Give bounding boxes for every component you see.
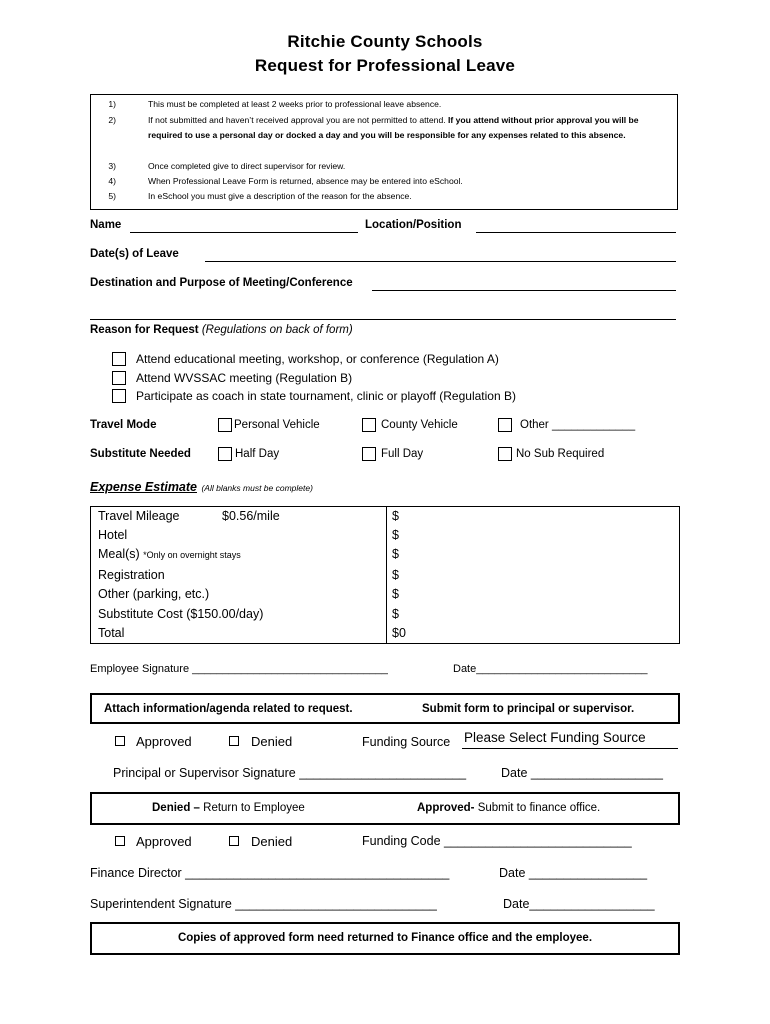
principal-denied-label: Denied [251, 734, 293, 749]
expense-row-mileage: Travel Mileage [98, 509, 180, 523]
finance-denied-checkbox[interactable] [229, 836, 239, 846]
funding-source-value: Please Select Funding Source [464, 730, 646, 745]
expense-table-divider [386, 506, 387, 644]
amount-mileage[interactable]: $ [392, 509, 399, 523]
expense-heading: Expense Estimate (All blanks must be complete) [90, 480, 313, 494]
expense-row-hotel: Hotel [98, 528, 128, 542]
expense-row-other: Other (parking, etc.) [98, 587, 210, 601]
amount-hotel[interactable]: $ [392, 528, 399, 542]
reason-checkbox-b[interactable] [112, 371, 126, 385]
amount-registration[interactable]: $ [392, 568, 399, 582]
sub-none-checkbox[interactable] [498, 447, 512, 461]
dates-label: Date(s) of Leave [90, 248, 179, 260]
finance-director-label[interactable]: Finance Director ______________________________________ [90, 866, 450, 880]
sub-half-checkbox[interactable] [218, 447, 232, 461]
finance-director-date[interactable]: Date _________________ [499, 866, 648, 880]
reason-checkbox-c[interactable] [112, 389, 126, 403]
expense-row-registration: Registration [98, 568, 165, 582]
expense-row-total: Total [98, 626, 125, 640]
expense-row-meals: Meal(s) *Only on overnight stays [98, 547, 241, 561]
substitute-label: Substitute Needed [90, 448, 191, 460]
principal-approved-checkbox[interactable] [115, 736, 125, 746]
funding-source-underline [462, 748, 678, 749]
approved-routing-text: Approved- Submit to finance office. [417, 802, 601, 814]
principal-approved-label: Approved [136, 734, 192, 749]
travel-other-label: Other _____________ [520, 419, 636, 431]
submit-to-principal-text: Submit form to principal or supervisor. [422, 703, 635, 715]
expense-row-substitute: Substitute Cost ($150.00/day) [98, 607, 264, 621]
travel-personal-checkbox[interactable] [218, 418, 232, 432]
superintendent-signature-label[interactable]: Superintendent Signature _____________________________ [90, 897, 437, 911]
location-label: Location/Position [365, 219, 462, 231]
attach-info-text: Attach information/agenda related to request. [104, 703, 353, 715]
reason-option-c: Participate as coach in state tournament, clinic or playoff (Regulation B) [136, 389, 516, 403]
travel-county-label: County Vehicle [381, 419, 458, 431]
sub-full-checkbox[interactable] [362, 447, 376, 461]
reason-checkbox-a[interactable] [112, 352, 126, 366]
name-field[interactable] [130, 232, 358, 233]
form-title: Request for Professional Leave [254, 56, 516, 75]
reason-label: Reason for Request (Regulations on back of form) [90, 324, 353, 336]
employee-signature-label[interactable]: Employee Signature ________________________________ [90, 663, 388, 675]
sub-half-label: Half Day [235, 448, 280, 460]
finance-approved-label: Approved [136, 834, 192, 849]
travel-mode-label: Travel Mode [90, 419, 157, 431]
denied-routing-text: Denied – Return to Employee [152, 802, 305, 814]
amount-meals[interactable]: $ [392, 547, 399, 561]
reason-option-a: Attend educational meeting, workshop, or conference (Regulation A) [136, 352, 499, 366]
amount-substitute[interactable]: $ [392, 607, 399, 621]
expense-table [90, 506, 680, 644]
school-name: Ritchie County Schools [287, 32, 483, 51]
destination-label: Destination and Purpose of Meeting/Conference [90, 277, 353, 289]
amount-other[interactable]: $ [392, 587, 399, 601]
principal-denied-checkbox[interactable] [229, 736, 239, 746]
funding-source-label: Funding Source [362, 735, 451, 749]
finance-denied-label: Denied [251, 834, 293, 849]
name-label: Name [90, 219, 122, 231]
employee-date-label[interactable]: Date____________________________ [453, 663, 648, 675]
finance-approved-checkbox[interactable] [115, 836, 125, 846]
principal-signature-label[interactable]: Principal or Supervisor Signature ________________________ [113, 766, 467, 780]
travel-other-checkbox[interactable] [498, 418, 512, 432]
amount-total[interactable]: $0 [392, 626, 406, 640]
destination-field-line2[interactable] [90, 319, 676, 320]
destination-field[interactable] [372, 290, 676, 291]
footer-note: Copies of approved form need returned to Finance office and the employee. [177, 932, 593, 944]
mileage-rate: $0.56/mile [222, 509, 280, 523]
reason-option-b: Attend WVSSAC meeting (Regulation B) [136, 371, 353, 385]
location-field[interactable] [476, 232, 676, 233]
funding-code-label[interactable]: Funding Code ___________________________ [362, 834, 632, 848]
travel-county-checkbox[interactable] [362, 418, 376, 432]
sub-full-label: Full Day [381, 448, 424, 460]
funding-source-select[interactable] [462, 728, 678, 750]
dates-field[interactable] [205, 261, 676, 262]
instruction-2: 2) If not submitted and haven’t received approval you are not permitted to attend. If you attend without prior approval you will be required to use a personal day or docked a day and you will be responsible for any expenses related to this absence. [108, 115, 639, 140]
travel-personal-label: Personal Vehicle [234, 419, 320, 431]
superintendent-date[interactable]: Date__________________ [503, 897, 655, 911]
sub-none-label: No Sub Required [516, 448, 605, 460]
principal-date-label[interactable]: Date ___________________ [501, 766, 663, 780]
